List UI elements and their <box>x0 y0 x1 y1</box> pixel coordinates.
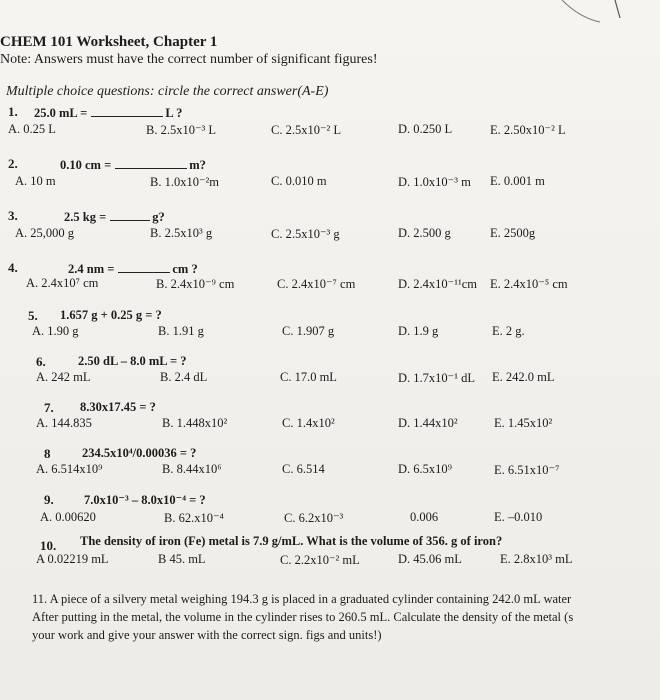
question-prompt: 2.50 dL – 8.0 mL = ? <box>78 354 187 368</box>
choice-a[interactable]: A 0.02219 mL <box>36 552 109 566</box>
note-text: Note: Answers must have the correct number of significant figures! <box>0 52 378 67</box>
choice-d[interactable]: D. 2.4x10⁻¹¹cm <box>398 277 478 291</box>
answer-blank[interactable] <box>91 104 163 117</box>
choice-c[interactable]: C. 6.2x10⁻³ <box>284 511 344 525</box>
question-text <box>78 354 187 369</box>
question-prompt: 2.4 nm = <box>68 262 115 276</box>
choice-d[interactable]: D. 1.9 g <box>398 324 439 338</box>
choice-d[interactable]: D. 2.500 g <box>398 226 451 240</box>
question-number: 6. <box>36 354 46 369</box>
question-11 <box>32 590 660 644</box>
choice-e[interactable]: E. 6.51x10⁻⁷ <box>494 463 560 477</box>
choice-c[interactable]: C. 6.514 <box>282 462 325 476</box>
q11-line2: After putting in the metal, the volume in the cylinder rises to 260.5 mL. Calculate the density of the metal (s <box>32 610 574 624</box>
question-text <box>60 156 206 173</box>
answer-blank[interactable] <box>110 208 150 221</box>
choice-a[interactable]: A. 10 m <box>15 174 56 188</box>
choice-d[interactable]: D. 1.7x10⁻¹ dL <box>398 371 476 385</box>
question-prompt: 2.5 kg = <box>64 210 107 224</box>
question-prompt: 7.0x10⁻³ – 8.0x10⁻⁴ = ? <box>84 493 206 507</box>
choice-b[interactable]: B. 2.4x10⁻⁹ cm <box>156 277 235 291</box>
question-text <box>60 308 162 323</box>
choice-a[interactable]: A. 242 mL <box>36 370 91 384</box>
question-unit: cm ? <box>172 262 198 276</box>
question-prompt: 8.30x17.45 = ? <box>80 400 156 414</box>
question-text <box>80 534 502 549</box>
choice-c[interactable]: C. 17.0 mL <box>280 370 337 384</box>
answer-blank[interactable] <box>115 156 187 169</box>
question-number: 5. <box>28 308 38 323</box>
question-number: 7. <box>44 400 54 415</box>
choice-b[interactable]: B. 1.0x10⁻²m <box>150 175 220 189</box>
choice-d[interactable]: D. 1.0x10⁻³ m <box>398 175 471 189</box>
choice-b[interactable]: B. 1.91 g <box>158 324 204 338</box>
choice-b[interactable]: B. 8.44x10⁶ <box>162 462 222 476</box>
q11-line1: 11. A piece of a silvery metal weighing 194.3 g is placed in a graduated cylinder containing 242.0 mL water <box>32 592 572 606</box>
question-text <box>64 208 165 225</box>
question-number: 1. <box>8 104 18 119</box>
choice-b[interactable]: B. 2.5x10³ g <box>150 226 213 240</box>
question-text <box>82 446 196 461</box>
question-prompt: The density of iron (Fe) metal is 7.9 g/mL. What is the volume of 356. g of iron? <box>80 534 503 548</box>
choice-d[interactable]: 0.006 <box>410 510 439 524</box>
choice-e[interactable]: E. 2 g. <box>492 324 525 338</box>
question-prompt: 0.10 cm = <box>60 158 112 172</box>
choice-b[interactable]: B. 2.5x10⁻³ L <box>146 123 217 137</box>
choice-e[interactable]: E. 242.0 mL <box>492 370 555 384</box>
choice-a[interactable]: A. 6.514x10⁹ <box>36 462 103 476</box>
question-unit: g? <box>152 210 165 224</box>
question-unit: m? <box>189 158 206 172</box>
choice-d[interactable]: D. 0.250 L <box>398 122 453 136</box>
question-text <box>84 492 206 508</box>
choice-c[interactable]: C. 2.5x10⁻² L <box>271 123 342 137</box>
choice-a[interactable]: A. 0.25 L <box>8 122 56 136</box>
choice-e[interactable]: E. 2.50x10⁻² L <box>490 123 566 137</box>
question-unit: L ? <box>165 106 183 120</box>
choice-a[interactable]: A. 1.90 g <box>32 324 79 338</box>
choice-a[interactable]: A. 2.4x10⁷ cm <box>26 276 99 290</box>
question-prompt: 25.0 mL = <box>34 106 88 120</box>
choice-c[interactable]: C. 2.5x10⁻³ g <box>271 227 340 241</box>
choice-c[interactable]: C. 2.4x10⁻⁷ cm <box>277 277 356 291</box>
choice-d[interactable]: D. 45.06 mL <box>398 552 462 566</box>
question-text <box>68 260 198 277</box>
choice-a[interactable]: A. 25,000 g <box>15 226 75 240</box>
q11-line3: your work and give your answer with the correct sign. figs and units!) <box>32 628 382 642</box>
choice-e[interactable]: E. 2.8x10³ mL <box>500 552 573 566</box>
choice-b[interactable]: B. 1.448x10² <box>162 416 228 430</box>
question-text <box>34 104 182 121</box>
question-text <box>80 400 156 415</box>
choice-c[interactable]: C. 1.4x10² <box>282 416 335 430</box>
choice-d[interactable]: D. 1.44x10² <box>398 416 458 430</box>
question-number: 8 <box>44 446 51 461</box>
choice-b[interactable]: B 45. mL <box>158 552 206 566</box>
choice-e[interactable]: E. 2500g <box>490 226 536 240</box>
choice-e[interactable]: E. 0.001 m <box>490 174 545 188</box>
question-prompt: 234.5x10⁴/0.00036 = ? <box>82 446 197 460</box>
question-number: 4. <box>8 260 18 275</box>
choice-c[interactable]: C. 1.907 g <box>282 324 335 338</box>
question-number: 9. <box>44 492 54 507</box>
choice-b[interactable]: B. 62.x10⁻⁴ <box>164 511 224 525</box>
choice-a[interactable]: A. 144.835 <box>36 416 92 430</box>
question-prompt: 1.657 g + 0.25 g = ? <box>60 308 162 322</box>
choice-b[interactable]: B. 2.4 dL <box>160 370 208 384</box>
choice-e[interactable]: E. 2.4x10⁻⁵ cm <box>490 277 568 291</box>
paper-fold-mark <box>560 0 630 30</box>
choice-c[interactable]: C. 0.010 m <box>271 174 327 188</box>
choice-c[interactable]: C. 2.2x10⁻² mL <box>280 553 360 567</box>
question-number: 3. <box>8 208 18 223</box>
choice-a[interactable]: A. 0.00620 <box>40 510 96 524</box>
choice-e[interactable]: E. –0.010 <box>494 510 543 524</box>
instructions: Multiple choice questions: circle the correct answer(A-E) <box>6 84 329 99</box>
choice-e[interactable]: E. 1.45x10² <box>494 416 553 430</box>
worksheet-title: CHEM 101 Worksheet, Chapter 1 <box>0 34 218 50</box>
choice-d[interactable]: D. 6.5x10⁹ <box>398 462 453 476</box>
question-number: 10. <box>40 538 57 553</box>
question-number: 2. <box>8 156 18 171</box>
answer-blank[interactable] <box>118 260 170 273</box>
